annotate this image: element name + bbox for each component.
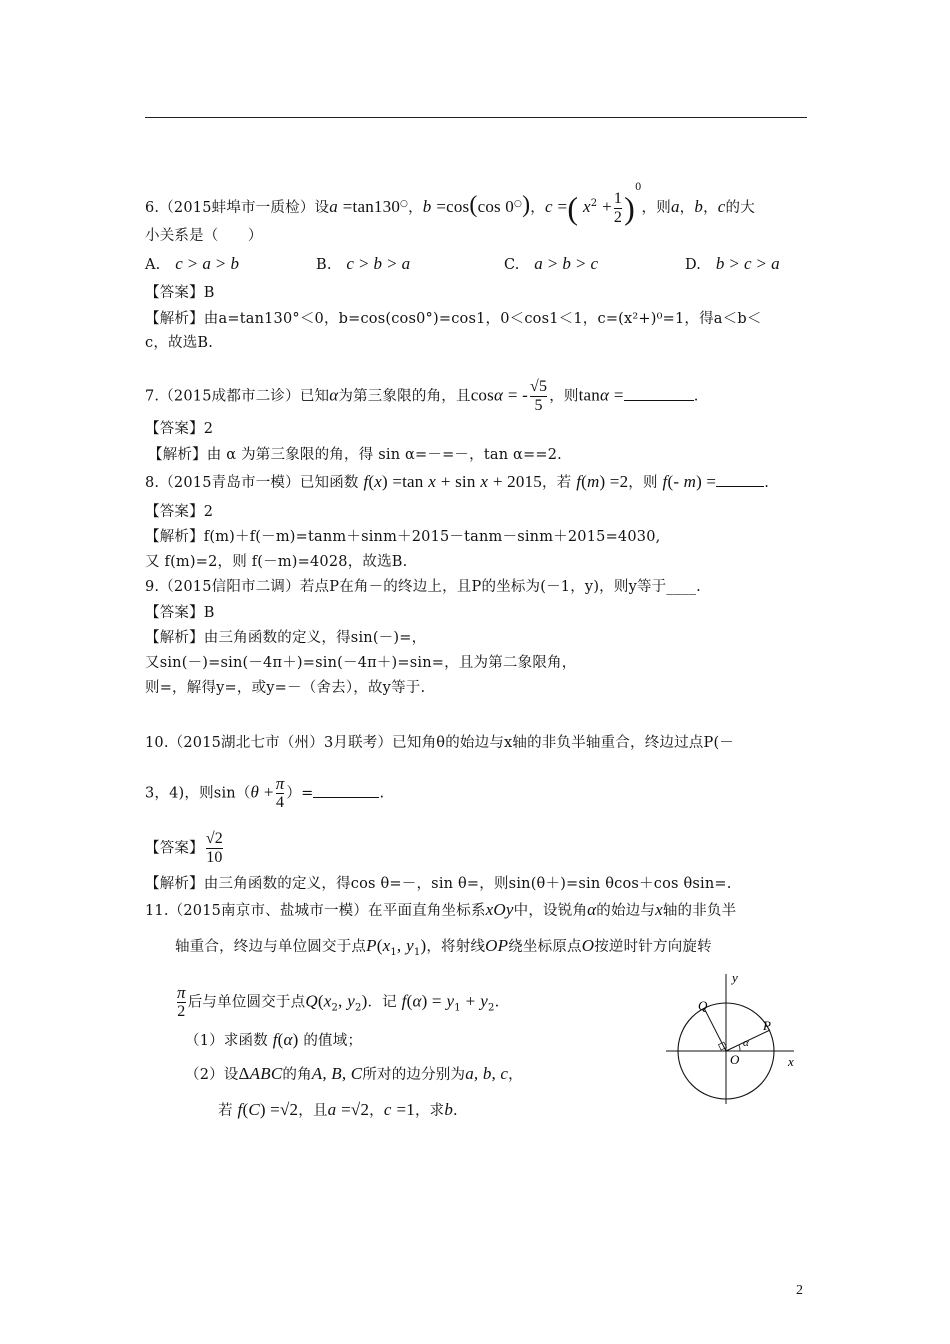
q6-analysis-line1: 【解析】由a=tan130°＜0，b=cos(cos0°)=cos1，0＜cos1＜1，c=(x²+)⁰=1，得a＜b＜ — [145, 311, 762, 327]
q8-answer: 【答案】2 — [145, 504, 214, 520]
q10-line1: 10.（2015湖北七市（州）3月联考）已知角θ的始边与x轴的非负半轴重合，终边过点P(－ — [145, 735, 735, 751]
q6-answer: 【答案】B — [145, 285, 215, 301]
q9-answer: 【答案】B — [145, 605, 215, 621]
label-y: y — [732, 970, 738, 985]
q10-line2: 3，4)，则sin（θ + $\frac{\pi}{4}$ ）= . — [145, 774, 385, 811]
q6-option-c: C. a > b > c — [504, 254, 599, 273]
label-o: O — [730, 1052, 740, 1067]
q6-analysis-line2: c，故选B. — [145, 335, 214, 351]
q7-analysis: 【解析】由 α 为第三象限的角，得 sin α=－=－，tan α==2. — [148, 447, 562, 463]
unit-circle-figure — [660, 968, 800, 1108]
q11-line3: $\frac{\pi}{2}$ 后与单位圆交于点$Q(x_2$, $y_2$)．记 $f(\alpha) = y_1 + y_2$. — [177, 983, 500, 1020]
q7-answer: 【答案】2 — [145, 421, 214, 437]
q11-part2: （2）设ΔABC的角A, B, C所对的边分别为a, b, c， — [185, 1064, 523, 1083]
page-number: 2 — [796, 1283, 803, 1298]
label-x: x — [788, 1054, 794, 1069]
q8-analysis-line1: 【解析】f(m)＋f(－m)=tanm＋sinm＋2015－tanm－sinm＋2015=4030, — [145, 529, 661, 545]
alpha-arc — [739, 1045, 740, 1051]
q11-part3: 若 f(C) =√2，且a =√2，c =1，求b. — [218, 1100, 458, 1119]
q6-option-b: B. c > b > a — [316, 254, 411, 273]
label-alpha: α — [743, 1037, 749, 1049]
q8-line1: 8.（2015青岛市一模）已知函数 f(x) =tan x + sin x + 2015，若 f(m) =2，则 f(- m) = . — [145, 472, 770, 491]
q10-answer: 【答案】 $\frac{√2}{10}$ — [145, 830, 223, 866]
q11-line2: 轴重合，终边与单位圆交于点$P(x_1$, $y_1$)，将射线OP绕坐标原点O按逆时针方向旋转 — [175, 936, 712, 958]
q6-option-a: A. c > a > b — [145, 254, 240, 273]
q9-analysis-line1: 【解析】由三角函数的定义，得sin(－)=， — [145, 630, 427, 646]
q6-line1: 6.（2015蚌埠市一质检）设a =tan130○，b =cos(cos 0○)，c =( $x^2$ + $\frac{1}{2}$ )$^0$，则a，b，c的大 — [145, 182, 755, 226]
q9-line1: 9.（2015信阳市二调）若点P在角－的终边上，且P的坐标为(－1，y)，则y等于____. — [145, 579, 701, 595]
label-p: P — [763, 1018, 771, 1033]
q6-option-d: D. b > c > a — [685, 254, 780, 273]
q11-part1: （1）求函数 f(α) 的值域； — [185, 1030, 363, 1049]
q9-analysis-line3: 则=，解得y=，或y=－（舍去），故y等于. — [145, 680, 426, 696]
ray-oq — [704, 1008, 726, 1051]
q6-line2: 小关系是（ ） — [145, 228, 263, 244]
header-rule — [145, 117, 807, 118]
q11-line1: 11.（2015南京市、盐城市一模）在平面直角坐标系xOy中，设锐角α的始边与x轴的非负半 — [145, 900, 737, 919]
q8-analysis-line2: 又 f(m)=2，则 f(－m)=4028，故选B. — [145, 554, 408, 570]
label-q: Q — [698, 998, 708, 1013]
q7-line1: 7.（2015成都市二诊）已知α为第三象限的角，且cosα = - $\frac{√5}{5}$ ，则tanα = . — [145, 378, 699, 414]
q9-analysis-line2: 又sin(－)=sin(－4π＋)=sin(－4π＋)=sin=，且为第二象限角， — [145, 655, 577, 671]
q10-analysis: 【解析】由三角函数的定义，得cos θ=－，sin θ=，则sin(θ＋)=sin θcos＋cos θsin=. — [145, 876, 732, 892]
